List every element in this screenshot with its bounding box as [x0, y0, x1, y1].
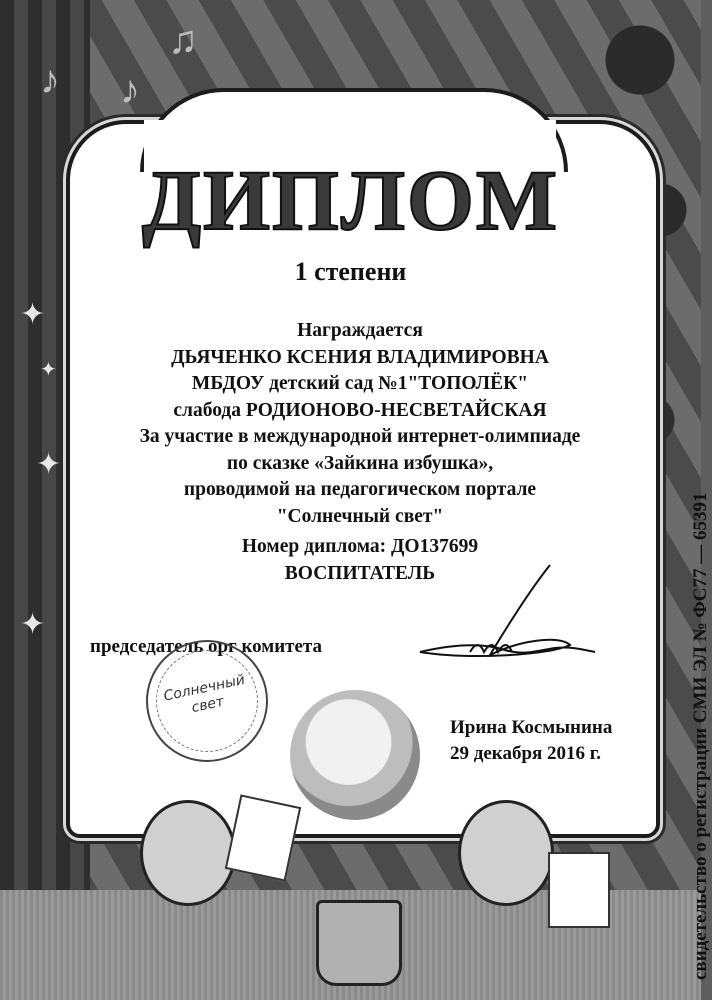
recipient-name: ДЬЯЧЕНКО КСЕНИЯ ВЛАДИМИРОВНА — [171, 346, 549, 368]
registration-note: свидетельство о регистрации СМИ ЭЛ № ФС77 — 65391 — [690, 492, 711, 980]
reason-line: проводимой на педагогическом портале — [183, 479, 537, 500]
boy-illustration — [140, 800, 236, 906]
awarded-label: Награждается — [297, 320, 423, 341]
pencil-cup-illustration — [316, 900, 402, 986]
portal-name: "Солнечный свет" — [276, 505, 444, 527]
signer-name: Ирина Космынина — [450, 717, 613, 738]
signature — [410, 560, 600, 680]
certificate-body — [90, 318, 630, 587]
music-note-icon: ♪ — [40, 57, 60, 102]
diploma-number: Номер диплома: ДО137699 — [241, 536, 479, 557]
music-note-icon: ♫ — [168, 17, 198, 62]
star-icon: ✦ — [20, 298, 46, 331]
reason-line: За участие в международной интернет-олимпиаде — [139, 426, 581, 447]
paper-illustration — [548, 852, 610, 928]
star-icon: ✦ — [20, 608, 46, 641]
certificate-degree: 1 степени — [294, 257, 407, 286]
music-note-icon: ♪ — [120, 67, 140, 112]
institution: МБДОУ детский сад №1"ТОПОЛЁК" — [191, 373, 529, 394]
chair-label: председатель орг комитета — [90, 636, 322, 657]
issue-date: 29 декабря 2016 г. — [450, 743, 602, 764]
girl-illustration — [458, 800, 554, 906]
star-icon: ✦ — [36, 448, 62, 481]
certificate-title: ДИПЛОМ — [141, 152, 560, 248]
signer-block — [450, 715, 612, 767]
stamp-text: Солнечный свет — [162, 671, 247, 717]
settlement: слабода РОДИОНОВО-НЕСВЕТАЙСКАЯ — [173, 399, 547, 421]
sun-illustration — [290, 690, 420, 820]
star-icon: ✦ — [40, 359, 57, 381]
reason-line: по сказке «Зайкина избушка», — [226, 452, 494, 474]
recipient-role: ВОСПИТАТЕЛЬ — [284, 562, 436, 584]
